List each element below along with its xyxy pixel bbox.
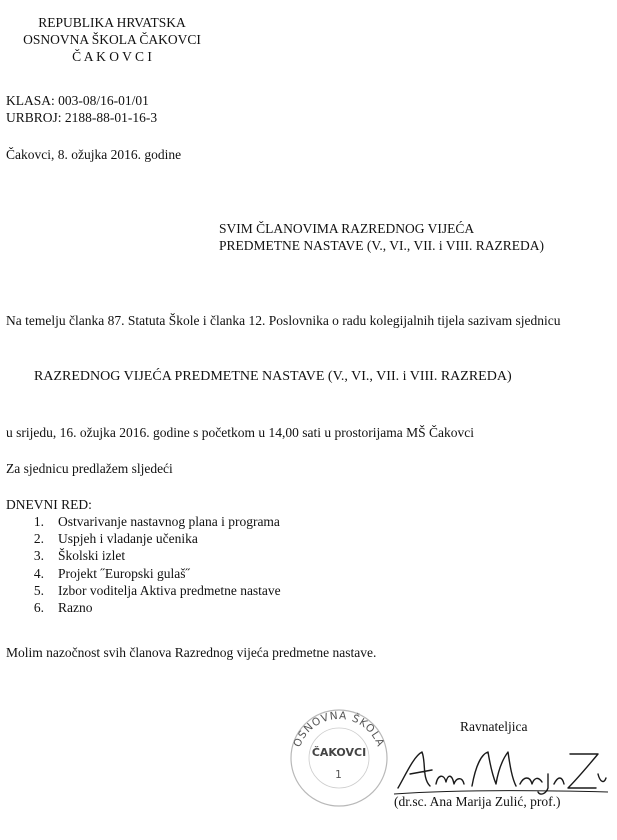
agenda-item bbox=[6, 565, 281, 582]
agenda-item bbox=[6, 582, 281, 599]
agenda-item bbox=[6, 599, 281, 616]
city-name: Č A K O V C I bbox=[72, 49, 152, 64]
school-name: OSNOVNA ŠKOLA ČAKOVCI bbox=[23, 32, 201, 47]
agenda-item bbox=[6, 513, 281, 530]
stamp-center-text: ČAKOVCI bbox=[311, 746, 367, 759]
intro-paragraph: Na temelju članka 87. Statuta Škole i članka 12. Poslovnika o radu kolegijalnih tijela sazivam sjednicu bbox=[6, 313, 561, 328]
agenda-item bbox=[6, 530, 281, 547]
agenda-item-text: Školski izlet bbox=[58, 548, 126, 564]
agenda-list bbox=[6, 513, 281, 616]
urbroj: URBROJ: 2188-88-01-16-3 bbox=[6, 110, 158, 125]
klasa: KLASA: 003-08/16-01/01 bbox=[6, 93, 149, 108]
signatory-name: (dr.sc. Ana Marija Zulić, prof.) bbox=[394, 794, 561, 809]
meeting-time-place: u srijedu, 16. ožujka 2016. godine s početkom u 14,00 sati u prostorijama MŠ Čakovci bbox=[6, 425, 474, 440]
reference-numbers bbox=[6, 92, 157, 126]
agenda-item-text: Projekt ˝Europski gulaš˝ bbox=[58, 565, 190, 581]
agenda-item-text: Razno bbox=[58, 599, 93, 615]
agenda-item-text: Ostvarivanje nastavnog plana i programa bbox=[58, 514, 280, 529]
agenda-title: DNEVNI RED: bbox=[6, 497, 92, 512]
agenda-item bbox=[6, 547, 281, 564]
meeting-title: RAZREDNOG VIJEĆA PREDMETNE NASTAVE (V., VI., VII. i VIII. RAZREDA) bbox=[34, 369, 512, 384]
agenda-item-number: 5. bbox=[33, 582, 44, 598]
svg-text:OSNOVNA ŠKOLA bbox=[291, 710, 386, 749]
signatory-role: Ravnateljica bbox=[460, 719, 528, 734]
agenda-item-number: 2. bbox=[33, 531, 44, 547]
recipient bbox=[219, 220, 544, 254]
letterhead bbox=[6, 14, 218, 65]
country-name: REPUBLIKA HRVATSKA bbox=[38, 15, 186, 30]
agenda-item-number: 6. bbox=[33, 599, 44, 615]
agenda-intro: Za sjednicu predlažem sljedeći bbox=[6, 461, 173, 476]
handwritten-signature-icon bbox=[392, 744, 612, 798]
agenda-item-text: Uspjeh i vladanje učenika bbox=[58, 531, 198, 547]
stamp-ring-text: OSNOVNA ŠKOLA bbox=[291, 709, 387, 749]
school-stamp-icon bbox=[284, 700, 394, 810]
closing-sentence: Molim nazočnost svih članova Razrednog vijeća predmetne nastave. bbox=[6, 645, 377, 660]
agenda-item-text: Izbor voditelja Aktiva predmetne nastave bbox=[58, 582, 281, 598]
recipient-line-1: SVIM ČLANOVIMA RAZREDNOG VIJEĆA bbox=[219, 221, 475, 236]
agenda-item-number: 4. bbox=[33, 565, 44, 581]
document-date: Čakovci, 8. ožujka 2016. godine bbox=[6, 147, 182, 162]
recipient-line-2: PREDMETNE NASTAVE (V., VI., VII. i VIII. RAZREDA) bbox=[219, 238, 545, 253]
stamp-number: 1 bbox=[335, 769, 343, 781]
agenda-item-number: 3. bbox=[33, 548, 44, 564]
agenda-item-number: 1. bbox=[33, 514, 44, 529]
